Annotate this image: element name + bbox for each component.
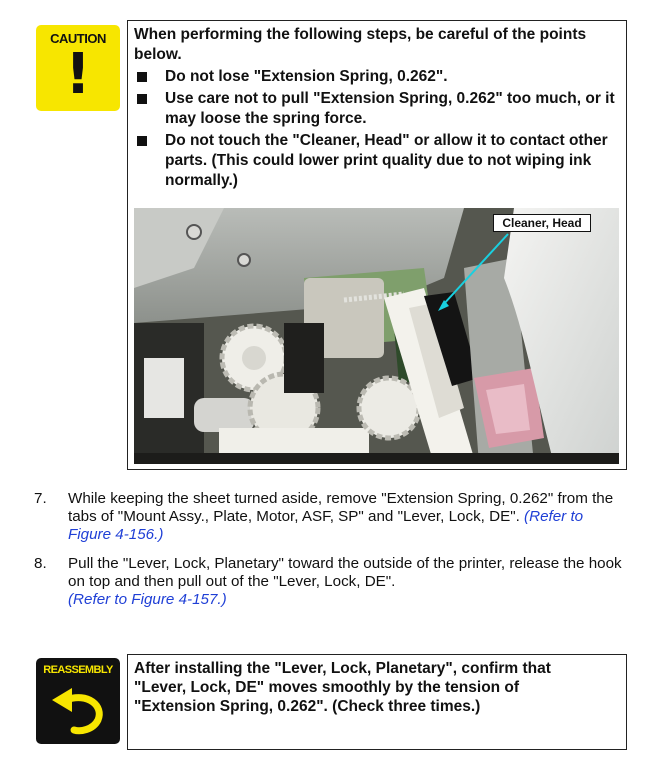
- caution-box: [127, 20, 627, 470]
- square-bullet-icon: [137, 94, 147, 104]
- step-number: 8.: [34, 555, 47, 572]
- step-text: While keeping the sheet turned aside, remove "Extension Spring, 0.262" from the tabs of "Mount Assy., Plate, Motor, ASF, SP" and "Lever, Lock, DE".: [68, 490, 614, 525]
- square-bullet-icon: [137, 136, 147, 146]
- caution-bullet: [134, 67, 619, 87]
- figure-reference-link[interactable]: (Refer to Figure 4-156.): [68, 508, 584, 543]
- reassembly-icon: [36, 658, 120, 744]
- reassembly-icon-label: REASSEMBLY: [43, 664, 113, 676]
- step-list: [34, 490, 624, 620]
- caution-bullet-list: [134, 67, 619, 193]
- caution-bullet: [134, 89, 619, 129]
- square-bullet-icon: [137, 72, 147, 82]
- printer-mechanism-photo: [134, 208, 619, 464]
- exclamation-icon: !: [65, 42, 91, 107]
- caution-bullet-text: Do not lose "Extension Spring, 0.262".: [165, 68, 448, 85]
- reassembly-box: [127, 654, 627, 750]
- callout-label-cleaner-head: Cleaner, Head: [493, 214, 591, 232]
- step-text: Pull the "Lever, Lock, Planetary" toward the outside of the printer, release the hook on top and then pull out of the "Lever, Lock, DE".: [68, 555, 622, 590]
- reassembly-text: After installing the "Lever, Lock, Planetary", confirm that "Lever, Lock, DE" moves smoothly by the tension of "Extension Spring, 0.262". (Check three times.): [134, 660, 551, 715]
- caution-bullet-text: Do not touch the "Cleaner, Head" or allow it to contact other parts. (This could lower print quality due to not wiping ink normally.): [165, 132, 608, 189]
- caution-intro: When performing the following steps, be careful of the points below.: [134, 26, 587, 63]
- step-item: [34, 555, 624, 609]
- step-item: [34, 490, 624, 544]
- caution-bullet: [134, 131, 619, 191]
- photo-illustration: [134, 208, 619, 464]
- step-number: 7.: [34, 490, 47, 507]
- caution-icon-label: CAUTION: [50, 31, 106, 46]
- caution-bullet-text: Use care not to pull "Extension Spring, 0.262" too much, or it may loose the spring force.: [165, 90, 615, 127]
- curved-arrow-icon: [48, 682, 108, 738]
- figure-reference-link[interactable]: (Refer to Figure 4-157.): [68, 591, 227, 608]
- caution-icon: [36, 25, 120, 111]
